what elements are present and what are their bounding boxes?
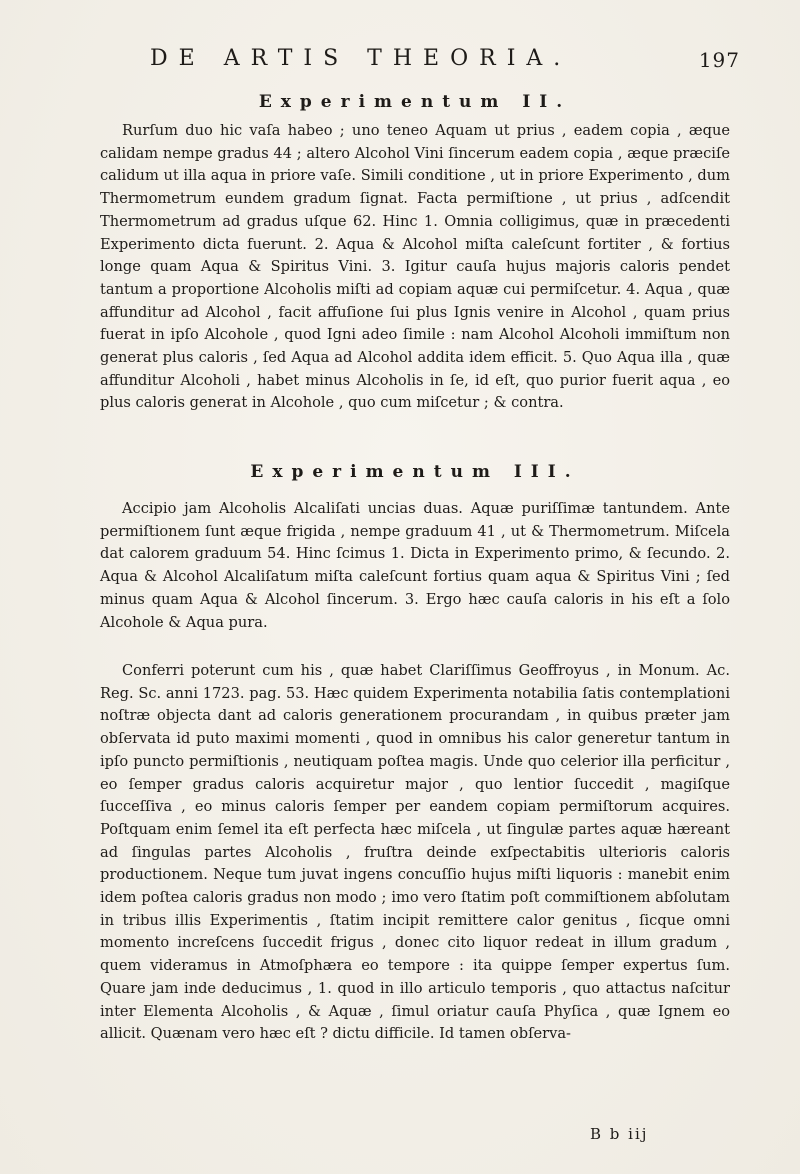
section-heading-experimentum-ii: Experimentum II. [258,92,572,112]
section-heading-experimentum-iii: Experimentum III. [250,462,580,482]
paragraph-experimentum-ii: Rurſum duo hic vaſa habeo ; uno teneo Aquam ut prius , eadem copia , æque calidam nempe gradus 44 ; altero Alcohol Vini ſincerum eadem copia , æque præciſe calidum ut illa aqua in priore vaſe. Simili conditione , ut in priore Experimento , dum Thermometrum eundem gradum ſignat. Facta permiſtione , ut prius , adſcendit Thermometrum ad gradus uſque 62. Hinc 1. Omnia colligimus, quæ in præcedenti Experimento dicta fuerunt. 2. Aqua & Alcohol miſta caleſcunt fortiter , & fortius longe quam Aqua & Spiritus Vini. 3. Igitur cauſa hujus majoris caloris pendet tantum a proportione Alcoholis miſti ad copiam aquæ cui permiſcetur. 4. Aqua , quæ affunditur ad Alcohol , facit affuſione ſui plus Ignis venire in Alcohol , quam prius fuerat in ipſo Alcohole , quod Igni adeo ſimile : nam Alcohol Alcoholi immiſtum non generat plus caloris , ſed Aqua ad Alcohol addita idem efficit. 5. Quo Aqua illa , quæ affunditur Alcoholi , habet minus Alcoholis in ſe, id eſt, quo purior fuerit aqua , eo plus caloris generat in Alcohole , quo cum miſcetur ; & contra. [100,122,730,412]
running-title: DE ARTIS THEORIA. [150,46,572,71]
running-head [150,46,740,80]
signature-mark: B b iij [590,1125,649,1143]
page-number: 197 [698,48,740,72]
paragraph-experimentum-iii: Accipio jam Alcoholis Alcaliſati uncias duas. Aquæ puriſſimæ tantundem. Ante permiſtionem ſunt æque frigida , nempe graduum 41 , ut & Thermometrum. Miſcela dat calorem graduum 54. Hinc ſcimus 1. Dicta in Experimento primo, & ſecundo. 2. Aqua & Alcohol Alcaliſatum miſta caleſcunt fortius quam aqua & Spiritus Vini ; ſed minus quam Aqua & Alcohol ſincerum. 3. Ergo hæc cauſa caloris in his eſt a ſolo Alcohole & Aqua pura. [100,500,730,631]
paragraph-conferri: Conferri poterunt cum his , quæ habet Clariſſimus Geoffroyus , in Monum. Ac. Reg. Sc. anni 1723. pag. 53. Hæc quidem Experimenta notabilia ſatis contemplationi noſtræ objecta dant ad caloris generationem procurandam , in quibus præter jam obſervata id puto maximi momenti , quod in omnibus his calor generetur tantum in ipſo puncto permiſtionis , neutiquam poſtea magis. Unde quo celerior illa perficitur , eo ſemper gradus caloris acquiretur major , quo lentior ſuccedit , magiſque ſucceſſiva , eo minus caloris ſemper per eandem copiam permiſtorum acquires. Poſtquam enim ſemel ita eſt perfecta hæc miſcela , ut ſingulæ partes aquæ hæreant ad ſingulas partes Alcoholis , fruſtra deinde exſpectabitis ulterioris caloris productionem. Neque tum juvat ingens concuſſio hujus miſti liquoris : manebit enim idem poſtea caloris gradus non modo ; imo vero ſtatim poſt commiſtionem abſolutam in tribus illis Experimentis , ſtatim incipit remittere calor genitus , ſicque omni momento increſcens ſuccedit frigus , donec cito liquor redeat in illum gradum , quem videramus in Atmoſphæra eo tempore : ita quippe ſemper expertus ſum. Quare jam inde deducimus , 1. quod in illo articulo temporis , quo attactus naſcitur inter Elementa Alcoholis , & Aquæ , ſimul oriatur cauſa Phyſica , quæ Ignem eo allicit. Quænam vero hæc eſt ? dictu difficile. Id tamen obſerva- [100,662,730,1043]
